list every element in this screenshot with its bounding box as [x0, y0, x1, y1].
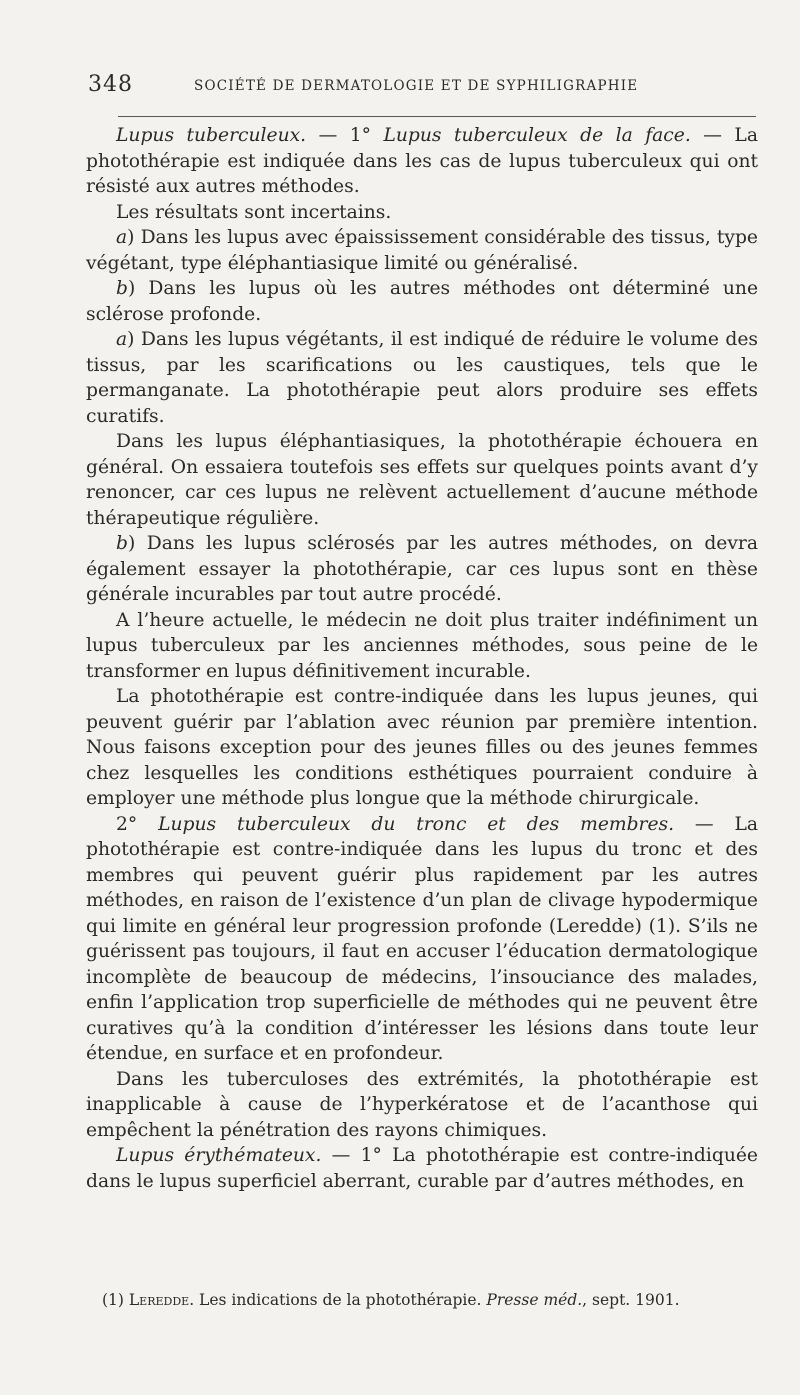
text-run: A l’heure actuelle, le médecin ne doit plus traiter indéfiniment un lupus tuberculeux par les anciennes méthodes, sous peine de le transformer en lupus définitivement incurable.	[86, 609, 758, 682]
paragraph	[86, 812, 758, 1067]
header-rule	[118, 116, 756, 117]
footnote	[102, 1290, 762, 1310]
paragraph	[86, 608, 758, 685]
page-number: 348	[88, 72, 133, 97]
text-run: ) Dans les lupus sclérosés par les autres méthodes, on devra également essayer la photothérapie, car ces lupus sont en thèse générale incurables par tout autre procédé.	[86, 533, 758, 605]
italic-text: Lupus érythémateux.	[116, 1145, 322, 1166]
footnote-text: . Les indications de la photothérapie.	[189, 1291, 487, 1309]
paragraph	[86, 225, 758, 276]
text-run: Les résultats sont incertains.	[116, 201, 392, 223]
paragraph	[86, 123, 758, 200]
text-run: La photothérapie est contre-indiquée dans les lupus jeunes, qui peuvent guérir par l’ablation avec réunion par première intention. Nous faisons exception pour des jeunes filles ou des jeunes femmes chez lesquelles les conditions esthétiques pourraient conduire à employer une méthode plus longue que la méthode chirurgicale.	[86, 686, 758, 809]
footnote-date: , sept. 1901.	[582, 1291, 680, 1309]
text-run: ) Dans les lupus avec épaississement considérable des tissus, type végétant, type éléphantiasique limité ou généralisé.	[86, 227, 758, 274]
text-run: — 1°	[306, 125, 384, 146]
footnote-journal: Presse méd.	[486, 1291, 583, 1309]
paragraph	[86, 327, 758, 429]
italic-text: Lupus tuberculeux de la face.	[383, 125, 691, 146]
paragraph	[86, 531, 758, 608]
paragraph	[86, 429, 758, 531]
paragraph	[86, 1067, 758, 1144]
paragraph	[86, 200, 758, 226]
paragraph	[86, 1143, 758, 1194]
text-run: — La photothérapie est indiquée dans les cas de lupus tuberculeux qui ont résisté aux autres méthodes.	[86, 125, 758, 197]
text-run: — 1° La photothérapie est contre-indiquée dans le lupus superficiel aberrant, curable par d’autres méthodes, en	[86, 1145, 758, 1192]
italic-text: b	[116, 278, 128, 299]
italic-text: Lupus tuberculeux.	[116, 125, 307, 146]
footnote-author: Leredde	[128, 1291, 190, 1309]
text-run: Dans les tuberculoses des extrémités, la photothérapie est inapplicable à cause de l’hyperkératose et de l’acanthose qui empêchent la pénétration des rayons chimiques.	[86, 1068, 758, 1141]
body-text	[86, 123, 758, 1194]
italic-text: a	[116, 329, 128, 350]
text-run: ) Dans les lupus où les autres méthodes ont déterminé une sclérose profonde.	[86, 278, 758, 325]
italic-text: b	[116, 533, 128, 554]
footnote-marker: (1)	[102, 1291, 129, 1309]
text-run: — La photothérapie est contre-indiquée dans les lupus du tronc et des membres qui peuvent guérir plus rapidement par les autres méthodes, en raison de l’existence d’un plan de clivage hypodermique qui limite en général leur progression profonde (Leredde) (1). S’ils ne guérissent pas toujours, il faut en accuser l’éducation dermatologique incomplète de beaucoup de médecins, l’insouciance des malades, enfin l’application trop superficielle de méthodes qui ne peuvent être curatives qu’à la condition d’intéresser les lésions dans toute leur étendue, en surface et en profondeur.	[86, 813, 758, 1064]
page-header	[88, 72, 760, 102]
paragraph	[86, 276, 758, 327]
running-head: SOCIÉTÉ DE DERMATOLOGIE ET DE SYPHILIGRAPHIE	[194, 78, 639, 94]
paragraph	[86, 684, 758, 812]
italic-text: Lupus tuberculeux du tronc et des membres.	[158, 813, 675, 835]
text-run: ) Dans les lupus végétants, il est indiqué de réduire le volume des tissus, par les scarifications ou les caustiques, tels que le permanganate. La photothérapie peut alors produire ses effets curatifs.	[86, 329, 758, 427]
text-run: 2°	[116, 813, 159, 835]
text-run: Dans les lupus éléphantiasiques, la photothérapie échouera en général. On essaiera toutefois ses effets sur quelques points avant d’y renoncer, car ces lupus ne relèvent actuellement d’aucune méthode thérapeutique régulière.	[86, 431, 758, 529]
italic-text: a	[116, 227, 128, 248]
